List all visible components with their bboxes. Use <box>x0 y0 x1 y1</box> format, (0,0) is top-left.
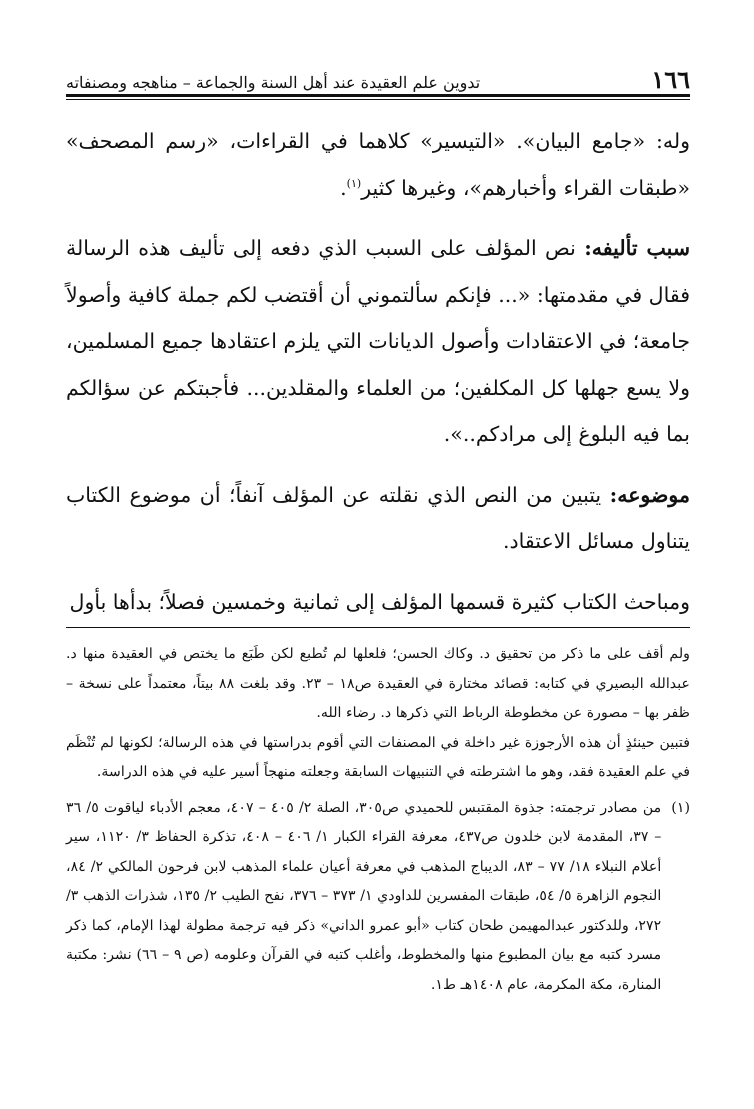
subject-text: يتبين من النص الذي نقلته عن المؤلف آنفاً؛ أن موضوع الكتاب يتناول مسائل الاعتقاد. <box>66 482 690 553</box>
paragraph-works-text: وله: «جامع البيان». «التيسير» كلاهما في القراءات، «رسم المصحف» «طبقات القراء وأخبارهم»، وغيرها كثير <box>66 129 690 200</box>
footnote-text: من مصادر ترجمته: جذوة المقتبس للحميدي ص٣٠٥، الصلة ٢/ ٤٠٥ – ٤٠٧، معجم الأدباء لياقوت ٥/ ٣٦ – ٣٧، المقدمة لابن خلدون ص٤٣٧، معرفة القراء الكبار ١/ ٤٠٦ – ٤٠٨، تذكرة الحفاظ ٣/ ١١٢٠، سير أعلام النبلاء ١٨/ ٧٧ – ٨٣، الديباج المذهب في معرفة أعيان علماء المذهب لابن فرحون المالكي ٢/ ٨٤، النجوم الزاهرة ٥/ ٥٤، طبقات المفسرين للداودي ١/ ٣٧٣ – ٣٧٦، نفح الطيب ٢/ ١٣٥، شذرات الذهب ٣/ ٢٧٢، وللدكتور عبدالمهيمن طحان كتاب «أبو عمرو الداني» ذكر فيه ترجمة مطولة لهذا الإمام، كما ذكر مسرد كتبه مع بيان المطبوع منها والمخطوط، وأغلب كتبه في القرآن وعلومه (ص ٩ – ٦٦) نشر: مكتبة المنارة، مكة المكرمة، عام ١٤٠٨هـ ط١. <box>66 799 662 993</box>
header-rule-thin <box>66 99 690 100</box>
footnote-continuation-2: فتبين حينئذٍ أن هذه الأرجوزة غير داخلة في المصنفات التي أقوم بدراستها في هذه الرسالة؛ لكونها لم تُنْظَم في علم العقيدة فقد، وهو ما اشترطته في التنبيهات السابقة وجعلته منهجاً أسير عليه في هذه الدراسة. <box>66 734 690 780</box>
subject-label: موضوعه: <box>609 482 690 507</box>
footnotes <box>66 640 690 1000</box>
reason-text: نص المؤلف على السبب الذي دفعه إلى تأليف هذه الرسالة فقال في مقدمتها: «... فإنكم سألتموني أن أقتضب لكم جملة كافية وأصولاً جامعة؛ في الاعتقادات وأصول الديانات التي يلزم اعتقادها جميع المسلمين، ولا يسع جهلها كل المكلفين؛ من العلماء والمقلدين... فأجبتكم عن سؤالكم بما فيه البلوغ إلى مرادكم..». <box>66 236 690 446</box>
running-title: تدوين علم العقيدة عند أهل السنة والجماعة – مناهجه ومصنفاته <box>66 72 481 92</box>
footnote-1 <box>66 794 690 1001</box>
paragraph-works <box>66 118 690 211</box>
footnote-continuation-1: ولم أقف على ما ذكر من تحقيق د. وكاك الحسن؛ فلعلها لم تُطبع لكن طَبَع ما يختص في العقيدة منها د. عبدالله البصيري في كتابه: قصائد مختارة في العقيدة ص١٨ – ٢٣. وقد بلغت ٨٨ بيتاً، معتمداً على نسخة – ظفر بها – مصورة عن مخطوطة الرباط التي ذكرها د. رضاء الله. <box>66 646 690 721</box>
main-text <box>66 118 690 639</box>
footnote-reference: (١) <box>346 176 362 190</box>
footnote-number: (١) <box>671 799 690 816</box>
paragraph-subject <box>66 472 690 565</box>
paragraph-reason <box>66 225 690 458</box>
reason-label: سبب تأليفه: <box>584 236 690 260</box>
page-header <box>66 58 690 92</box>
header-rule-thick <box>66 94 690 97</box>
paragraph-works-end: . <box>340 175 347 200</box>
page-number: ١٦٦ <box>651 65 690 94</box>
paragraph-topics: ومباحث الكتاب كثيرة قسمها المؤلف إلى ثمانية وخمسين فصلاً؛ بدأها بأول <box>69 589 690 614</box>
footnote-separator <box>66 627 690 628</box>
